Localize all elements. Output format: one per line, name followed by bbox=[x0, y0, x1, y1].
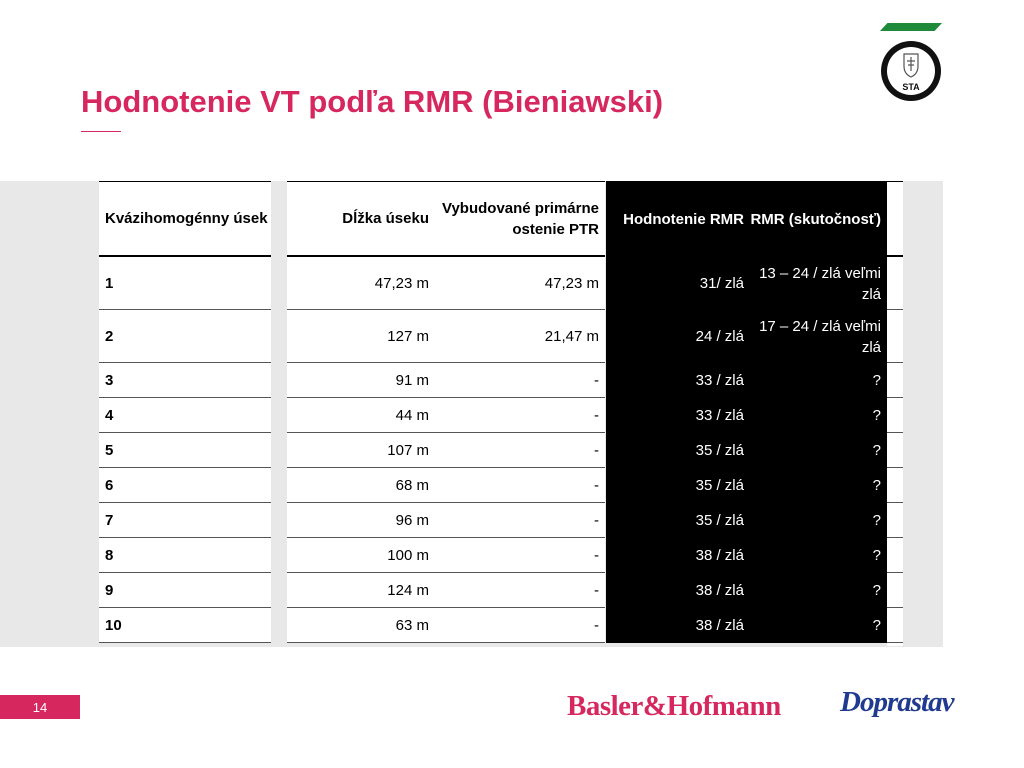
table-cell: - bbox=[435, 538, 605, 573]
table-cell: - bbox=[435, 573, 605, 608]
table-cell: 1 bbox=[99, 257, 271, 310]
title-underline bbox=[81, 131, 121, 132]
table-cell: 38 / zlá bbox=[695, 547, 744, 564]
table-cell: 33 / zlá bbox=[695, 407, 744, 424]
column-hodnotenie bbox=[606, 181, 750, 643]
header-usek-label: Kvázihomogénny úsek bbox=[105, 210, 268, 227]
header-dlzka-label: Dĺžka úseku bbox=[342, 210, 429, 227]
basler-hofmann-logo: Basler&Hofmann bbox=[567, 690, 781, 722]
table-cell: 3 bbox=[99, 363, 271, 398]
table-cell: ? bbox=[872, 512, 881, 529]
table-cell: 21,47 m bbox=[435, 310, 605, 363]
strip-segment bbox=[887, 538, 903, 573]
table-cell: ? bbox=[872, 547, 881, 564]
table-cell: 96 m bbox=[287, 503, 435, 538]
table-cell: - bbox=[435, 363, 605, 398]
strip-segment bbox=[887, 468, 903, 503]
sta-logo bbox=[880, 40, 942, 102]
table-cell: 91 m bbox=[287, 363, 435, 398]
sta-green-bar bbox=[880, 23, 942, 31]
sta-logo-text: STA bbox=[902, 82, 920, 92]
table-cell: 124 m bbox=[287, 573, 435, 608]
header-hodnotenie-label: Hodnotenie RMR bbox=[623, 210, 744, 228]
table-cell: 35 / zlá bbox=[695, 442, 744, 459]
table-cell: 38 / zlá bbox=[695, 582, 744, 599]
table-cell: ? bbox=[872, 442, 881, 459]
header-skutocnost-label: RMR (skutočnosť) bbox=[750, 210, 881, 228]
table-cell: ? bbox=[872, 477, 881, 494]
table-cell: 4 bbox=[99, 398, 271, 433]
table-cell: 100 m bbox=[287, 538, 435, 573]
strip-segment bbox=[887, 503, 903, 538]
strip-segment bbox=[887, 181, 903, 257]
strip-segment bbox=[887, 573, 903, 608]
table-cell: 63 m bbox=[287, 608, 435, 643]
table-cell: 127 m bbox=[287, 310, 435, 363]
table-cell: 68 m bbox=[287, 468, 435, 503]
table-cell: - bbox=[435, 468, 605, 503]
table-cell: 9 bbox=[99, 573, 271, 608]
page-number: 14 bbox=[0, 695, 80, 719]
table-cell: 24 / zlá bbox=[695, 328, 744, 345]
table-cell: 13 – 24 / zlá veľmi zlá bbox=[759, 264, 881, 303]
table-cell: 47,23 m bbox=[435, 257, 605, 310]
table-cell: 47,23 m bbox=[287, 257, 435, 310]
strip-segment bbox=[887, 433, 903, 468]
column-usek bbox=[99, 181, 271, 643]
column-skutocnost bbox=[750, 181, 887, 643]
strip-segment bbox=[887, 363, 903, 398]
header-hodnotenie bbox=[606, 181, 750, 257]
table-cell: ? bbox=[872, 372, 881, 389]
table-cell: 107 m bbox=[287, 433, 435, 468]
table-cell: 35 / zlá bbox=[695, 477, 744, 494]
table-cell: 44 m bbox=[287, 398, 435, 433]
strip-segment bbox=[887, 608, 903, 643]
table-cell: 38 / zlá bbox=[695, 617, 744, 634]
table-cell: 31/ zlá bbox=[699, 275, 744, 292]
table-cell: ? bbox=[872, 617, 881, 634]
table-cell: - bbox=[435, 608, 605, 643]
table-cell: - bbox=[435, 503, 605, 538]
table-cell: ? bbox=[872, 582, 881, 599]
table-cell: - bbox=[435, 433, 605, 468]
header-ostenie bbox=[435, 181, 605, 257]
table-cell: 35 / zlá bbox=[695, 512, 744, 529]
table-cell: 10 bbox=[99, 608, 271, 643]
table-cell: 8 bbox=[99, 538, 271, 573]
strip-segment bbox=[887, 398, 903, 433]
table-cell: - bbox=[435, 398, 605, 433]
strip-segment bbox=[887, 257, 903, 310]
slide-title: Hodnotenie VT podľa RMR (Bieniawski) bbox=[81, 84, 664, 119]
table-cell: ? bbox=[872, 407, 881, 424]
table-cell: 7 bbox=[99, 503, 271, 538]
header-usek bbox=[99, 181, 271, 257]
table-cell: 5 bbox=[99, 433, 271, 468]
table-cell: 2 bbox=[99, 310, 271, 363]
header-skutocnost bbox=[750, 181, 887, 257]
table-cell: 17 – 24 / zlá veľmi zlá bbox=[759, 317, 881, 356]
header-dlzka bbox=[287, 181, 435, 257]
doprastav-logo: Doprastav bbox=[840, 686, 954, 718]
column-dlzka bbox=[287, 181, 435, 643]
column-ostenie bbox=[435, 181, 605, 643]
table-cell: 6 bbox=[99, 468, 271, 503]
table-right-strip bbox=[887, 181, 903, 646]
strip-segment bbox=[887, 310, 903, 363]
header-ostenie-label: Vybudované primárne ostenie PTR bbox=[442, 199, 599, 238]
table-cell: 33 / zlá bbox=[695, 372, 744, 389]
